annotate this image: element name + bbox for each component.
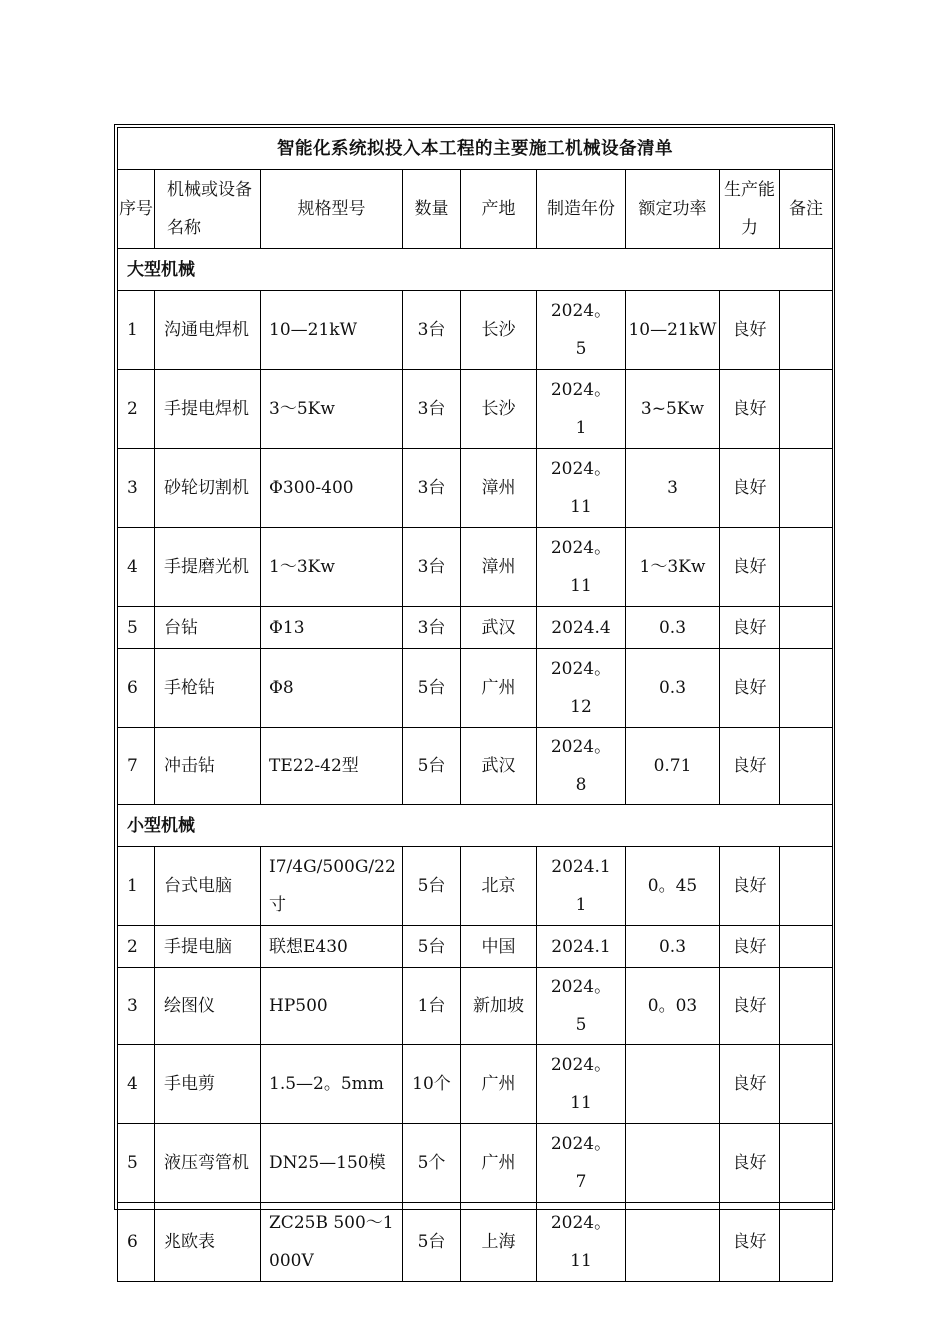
cell-remark (780, 607, 833, 649)
cell-no: 5 (118, 607, 155, 649)
cell-qty: 5台 (403, 1203, 461, 1282)
cell-spec: 1.5—2。5mm (261, 1045, 403, 1124)
cell-no: 5 (118, 1124, 155, 1203)
cell-capacity: 良好 (720, 370, 780, 449)
cell-power: 0。45 (626, 847, 720, 926)
table-row (118, 449, 833, 528)
cell-origin: 中国 (461, 926, 537, 968)
cell-capacity: 良好 (720, 728, 780, 805)
cell-name: 液压弯管机 (155, 1124, 261, 1203)
cell-spec: HP500 (261, 968, 403, 1045)
table-row (118, 1045, 833, 1124)
cell-qty: 5台 (403, 847, 461, 926)
table-row (118, 728, 833, 805)
cell-qty: 3台 (403, 449, 461, 528)
cell-year: 2024。11 (537, 528, 626, 607)
cell-no: 6 (118, 649, 155, 728)
cell-no: 3 (118, 449, 155, 528)
section-title: 小型机械 (118, 805, 833, 847)
header-row (118, 170, 833, 249)
table-row (118, 926, 833, 968)
cell-power: 0.3 (626, 607, 720, 649)
cell-origin: 武汉 (461, 728, 537, 805)
cell-remark (780, 370, 833, 449)
header-year: 制造年份 (537, 170, 626, 249)
header-origin: 产地 (461, 170, 537, 249)
cell-spec: Φ300-400 (261, 449, 403, 528)
table-row (118, 1124, 833, 1203)
cell-spec: TE22-42型 (261, 728, 403, 805)
cell-year: 2024.1 (537, 926, 626, 968)
cell-name: 台钻 (155, 607, 261, 649)
cell-remark (780, 926, 833, 968)
cell-name: 手电剪 (155, 1045, 261, 1124)
cell-origin: 广州 (461, 1045, 537, 1124)
cell-no: 4 (118, 1045, 155, 1124)
header-qty: 数量 (403, 170, 461, 249)
table-row (118, 968, 833, 1045)
cell-remark (780, 291, 833, 370)
cell-name: 沟通电焊机 (155, 291, 261, 370)
cell-origin: 武汉 (461, 607, 537, 649)
cell-remark (780, 968, 833, 1045)
cell-spec: ZC25B 500～1000V (261, 1203, 403, 1282)
cell-year: 2024。11 (537, 1203, 626, 1282)
cell-power: 0.3 (626, 649, 720, 728)
cell-no: 7 (118, 728, 155, 805)
cell-origin: 广州 (461, 1124, 537, 1203)
equipment-list-frame (114, 124, 835, 1271)
cell-spec: 联想E430 (261, 926, 403, 968)
cell-qty: 1台 (403, 968, 461, 1045)
cell-power: 10—21kW (626, 291, 720, 370)
cell-year: 2024。12 (537, 649, 626, 728)
cell-qty: 5台 (403, 728, 461, 805)
header-spec: 规格型号 (261, 170, 403, 249)
table-row (118, 291, 833, 370)
cell-year: 2024。8 (537, 728, 626, 805)
cell-capacity: 良好 (720, 1045, 780, 1124)
cell-power: 0。03 (626, 968, 720, 1045)
table-body (118, 128, 833, 1282)
cell-no: 3 (118, 968, 155, 1045)
table-title-row (118, 128, 833, 170)
cell-origin: 广州 (461, 649, 537, 728)
cell-year: 2024.11 (537, 847, 626, 926)
cell-capacity: 良好 (720, 847, 780, 926)
cell-remark (780, 528, 833, 607)
cell-remark (780, 847, 833, 926)
cell-qty: 3台 (403, 291, 461, 370)
cell-no: 6 (118, 1203, 155, 1282)
cell-year: 2024。7 (537, 1124, 626, 1203)
cell-qty: 5个 (403, 1124, 461, 1203)
cell-power (626, 1045, 720, 1124)
cell-power: 0.71 (626, 728, 720, 805)
cell-spec: 10—21kW (261, 291, 403, 370)
cell-capacity: 良好 (720, 649, 780, 728)
cell-name: 兆欧表 (155, 1203, 261, 1282)
cell-remark (780, 649, 833, 728)
cell-name: 绘图仪 (155, 968, 261, 1045)
cell-qty: 3台 (403, 528, 461, 607)
section-row (118, 249, 833, 291)
cell-power (626, 1203, 720, 1282)
cell-no: 2 (118, 370, 155, 449)
cell-remark (780, 728, 833, 805)
cell-year: 2024.4 (537, 607, 626, 649)
header-remark: 备注 (780, 170, 833, 249)
cell-origin: 长沙 (461, 370, 537, 449)
cell-year: 2024。5 (537, 968, 626, 1045)
cell-capacity: 良好 (720, 1124, 780, 1203)
cell-capacity: 良好 (720, 968, 780, 1045)
cell-no: 4 (118, 528, 155, 607)
header-no: 序号 (118, 170, 155, 249)
table-row (118, 847, 833, 926)
cell-year: 2024。1 (537, 370, 626, 449)
cell-remark (780, 449, 833, 528)
table-row (118, 607, 833, 649)
cell-power: 1～3Kw (626, 528, 720, 607)
table-row (118, 370, 833, 449)
cell-name: 手提电脑 (155, 926, 261, 968)
table-row (118, 528, 833, 607)
equipment-table (117, 127, 833, 1282)
cell-remark (780, 1203, 833, 1282)
cell-name: 手提电焊机 (155, 370, 261, 449)
header-capacity: 生产能力 (720, 170, 780, 249)
table-row (118, 1203, 833, 1282)
cell-capacity: 良好 (720, 528, 780, 607)
cell-capacity: 良好 (720, 291, 780, 370)
cell-name: 手枪钻 (155, 649, 261, 728)
cell-spec: Φ8 (261, 649, 403, 728)
cell-qty: 5台 (403, 649, 461, 728)
cell-origin: 新加坡 (461, 968, 537, 1045)
cell-year: 2024。11 (537, 449, 626, 528)
cell-origin: 漳州 (461, 528, 537, 607)
cell-no: 2 (118, 926, 155, 968)
cell-origin: 漳州 (461, 449, 537, 528)
cell-qty: 10个 (403, 1045, 461, 1124)
cell-spec: I7/4G/500G/22寸 (261, 847, 403, 926)
cell-spec: 1～3Kw (261, 528, 403, 607)
cell-origin: 北京 (461, 847, 537, 926)
cell-qty: 3台 (403, 607, 461, 649)
cell-power: 3 (626, 449, 720, 528)
cell-name: 砂轮切割机 (155, 449, 261, 528)
cell-name: 手提磨光机 (155, 528, 261, 607)
cell-spec: DN25—150模 (261, 1124, 403, 1203)
cell-origin: 长沙 (461, 291, 537, 370)
header-name: 机械或设备名称 (155, 170, 261, 249)
cell-qty: 3台 (403, 370, 461, 449)
section-title: 大型机械 (118, 249, 833, 291)
cell-origin: 上海 (461, 1203, 537, 1282)
cell-power (626, 1124, 720, 1203)
header-power: 额定功率 (626, 170, 720, 249)
cell-qty: 5台 (403, 926, 461, 968)
section-row (118, 805, 833, 847)
cell-capacity: 良好 (720, 1203, 780, 1282)
cell-spec: 3～5Kw (261, 370, 403, 449)
cell-remark (780, 1045, 833, 1124)
cell-capacity: 良好 (720, 926, 780, 968)
cell-capacity: 良好 (720, 449, 780, 528)
table-row (118, 649, 833, 728)
cell-power: 3~5Kw (626, 370, 720, 449)
cell-year: 2024。5 (537, 291, 626, 370)
table-title: 智能化系统拟投入本工程的主要施工机械设备清单 (118, 128, 833, 170)
cell-remark (780, 1124, 833, 1203)
cell-name: 冲击钻 (155, 728, 261, 805)
cell-no: 1 (118, 847, 155, 926)
cell-year: 2024。11 (537, 1045, 626, 1124)
cell-spec: Φ13 (261, 607, 403, 649)
cell-power: 0.3 (626, 926, 720, 968)
cell-capacity: 良好 (720, 607, 780, 649)
cell-name: 台式电脑 (155, 847, 261, 926)
cell-no: 1 (118, 291, 155, 370)
